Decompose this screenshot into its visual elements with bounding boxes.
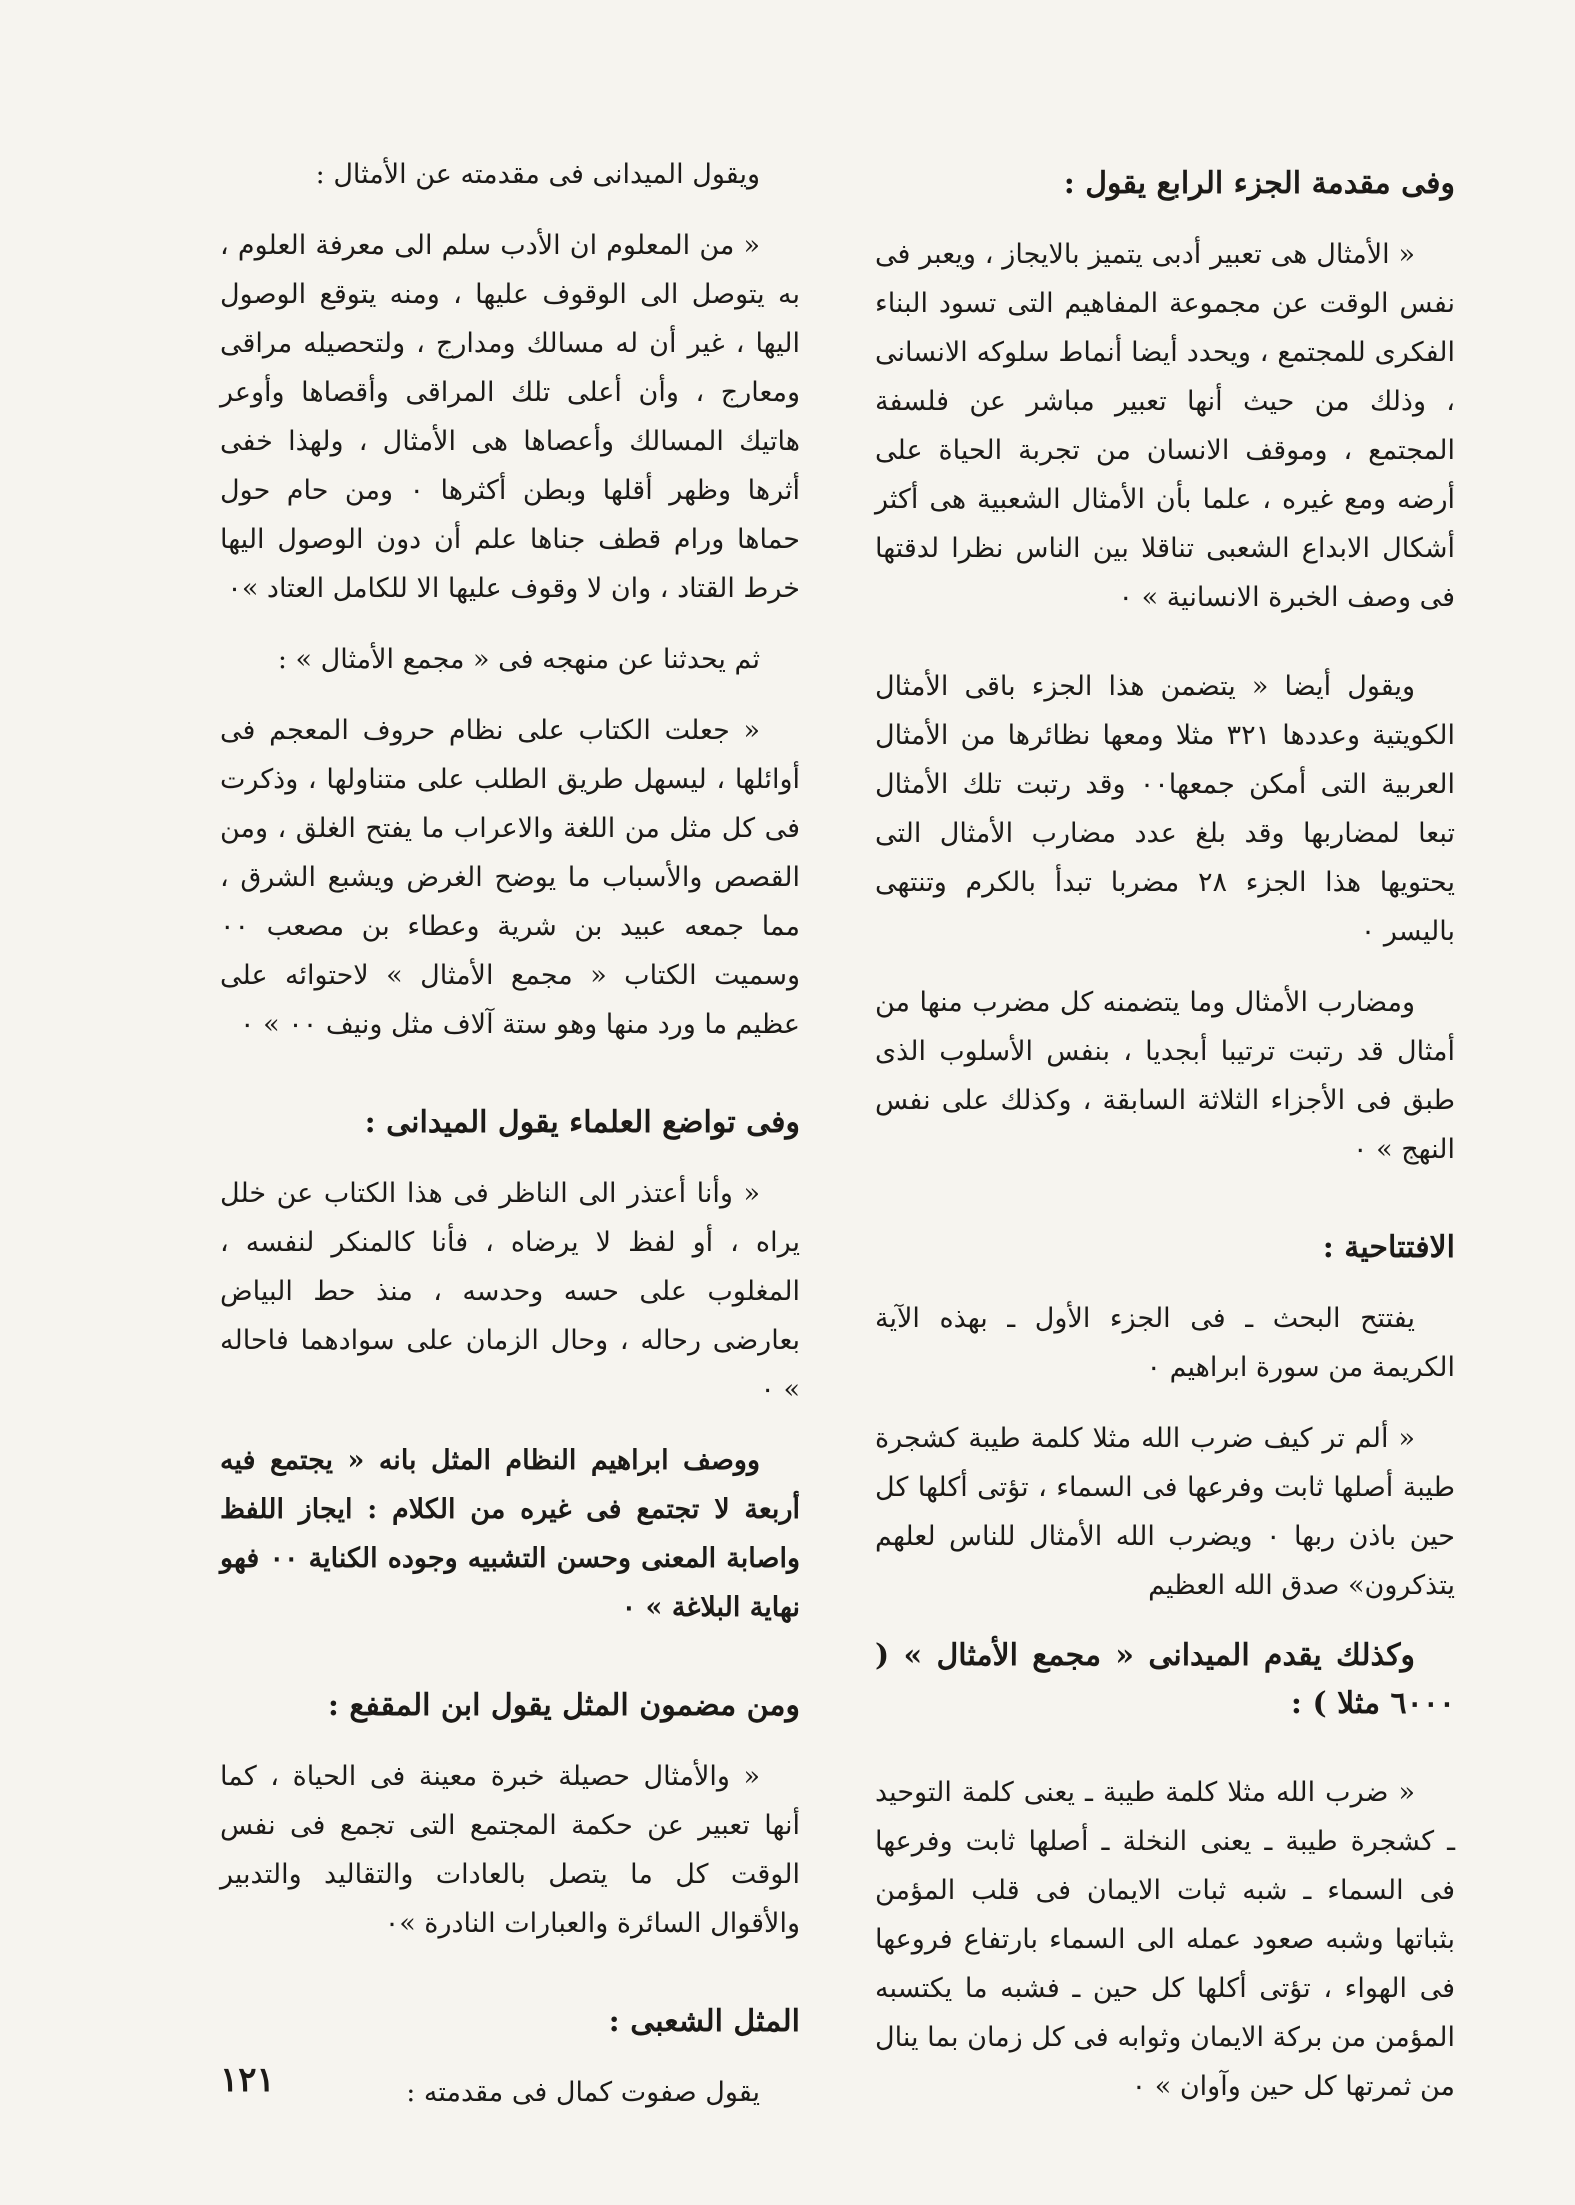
section-heading-folk-proverb: المثل الشعبى : <box>608 2004 800 2039</box>
paragraph: « ضرب الله مثلا كلمة طيبة ـ يعنى كلمة التوحيد ـ كشجرة طيبة ـ يعنى النخلة ـ أصلها ثابت وفرعها فى السماء ـ شبه ثبات الايمان فى قلب المؤمن بثباتها وشبه صعود عمله الى السماء بارتفاع فروعها فى الهواء ، تؤتى أكلها كل حين ـ فشبه ما يكتسبه المؤمن من بركة الايمان وثوابه فى كل زمان بما ينال من ثمرتها كل حين وآوان » ٠ <box>875 1777 1455 2102</box>
section-heading-maidani: وكذلك يقدم الميدانى « مجمع الأمثال » ( ٦٠٠٠ مثلا ) : <box>875 1638 1455 1721</box>
paragraph: ويقول أيضا « يتضمن هذا الجزء باقى الأمثال الكويتية وعددها ٣٢١ مثلا ومعها نظائرها من الأمثال العربية التى أمكن جمعها٠٠ وقد رتبت تلك الأمثال تبعا لمضاربها وقد بلغ عدد مضارب الأمثال التى يحتويها هذا الجزء ٢٨ مضربا تبدأ بالكرم وتنتهى باليسر ٠ <box>875 671 1456 947</box>
paragraph: ويقول الميدانى فى مقدمته عن الأمثال : <box>315 159 760 190</box>
paragraph: ثم يحدثنا عن منهجه فى « مجمع الأمثال » : <box>277 644 760 675</box>
page-number: ١٢١ <box>220 2060 275 2100</box>
paragraph: « والأمثال حصيلة خبرة معينة فى الحياة ، كما أنها تعبير عن حكمة المجتمع التى تجمع فى نفس الوقت كل ما يتصل بالعادات والتقاليد والتدبير والأقوال السائرة والعبارات النادرة »٠ <box>220 1761 800 1939</box>
paragraph: « الأمثال هى تعبير أدبى يتميز بالايجاز ، ويعبر فى نفس الوقت عن مجموعة المفاهيم التى تسود البناء الفكرى للمجتمع ، ويحدد أيضا أنماط سلوكه الانسانى ، وذلك من حيث أنها تعبير مباشر عن فلسفة المجتمع ، وموقف الانسان من تجربة الحياة على أرضه ومع غيره ، علما بأن الأمثال الشعبية هى أكثر أشكال الابداع الشعبى تناقلا بين الناس نظرا لدقتها فى وصف الخبرة الانسانية » ٠ <box>875 239 1455 613</box>
paragraph: يقول صفوت كمال فى مقدمته : <box>406 2077 760 2108</box>
section-heading-opening: الافتتاحية : <box>1322 1230 1455 1265</box>
section-heading-humility: وفى تواضع العلماء يقول الميدانى : <box>364 1105 800 1140</box>
paragraph: « ألم تر كيف ضرب الله مثلا كلمة طيبة كشجرة طيبة أصلها ثابت وفرعها فى السماء ، تؤتى أكلها كل حين باذن ربها ٠ ويضرب الله الأمثال للناس لعلهم يتذكرون» صدق الله العظيم <box>875 1423 1455 1601</box>
right-column <box>875 150 1455 2133</box>
paragraph: « وأنا أعتذر الى الناظر فى هذا الكتاب عن خلل يراه ، أو لفظ لا يرضاه ، فأنا كالمنكر لنفسه ، المغلوب على حسه وحدسه ، منذ حط البياض بعارضى رحاله ، وحال الزمان على سوادهما فاحاله » ٠ <box>220 1178 800 1405</box>
paragraph: يفتتح البحث ـ فى الجزء الأول ـ بهذه الآية الكريمة من سورة ابراهيم ٠ <box>875 1303 1455 1383</box>
section-heading-ibn-muqaffa: ومن مضمون المثل يقول ابن المقفع : <box>327 1688 800 1723</box>
left-column <box>220 150 800 2139</box>
paragraph: « من المعلوم ان الأدب سلم الى معرفة العلوم ، به يتوصل الى الوقوف عليها ، ومنه يتوقع الوصول اليها ، غير أن له مسالك ومدارج ، ولتحصيله مراقى ومعارج ، وأن أعلى تلك المراقى وأقصاها وأوعر هاتيك المسالك وأعصاها هى الأمثال ، ولهذا خفى أثرها وظهر أقلها وبطن أكثرها ٠ ومن حام حول حماها ورام قطف جناها علم أن دون الوصول اليها خرط القتاد ، وان لا وقوف عليها الا للكامل العتاد »٠ <box>220 230 800 604</box>
paragraph: ووصف ابراهيم النظام المثل بانه « يجتمع فيه أربعة لا تجتمع فى غيره من الكلام : ايجاز اللفظ واصابة المعنى وحسن التشبيه وجوده الكناية ٠٠ فهو نهاية البلاغة » ٠ <box>220 1445 800 1623</box>
paragraph: ومضارب الأمثال وما يتضمنه كل مضرب منها من أمثال قد رتبت ترتيبا أبجديا ، بنفس الأسلوب الذى طبق فى الأجزاء الثلاثة السابقة ، وكذلك على نفس النهج » ٠ <box>875 987 1455 1165</box>
section-heading-fourth-part: وفى مقدمة الجزء الرابع يقول : <box>1063 166 1455 201</box>
paragraph: « جعلت الكتاب على نظام حروف المعجم فى أوائلها ، ليسهل طريق الطلب على متناولها ، وذكرت فى كل مثل من اللغة والاعراب ما يفتح الغلق ، ومن القصص والأسباب ما يوضح الغرض ويشبع الشرق ، مما جمعه عبيد بن شرية وعطاء بن مصعب ٠٠ وسميت الكتاب « مجمع الأمثال » لاحتوائه على عظيم ما ورد منها وهو ستة آلاف مثل ونيف ٠٠ » ٠ <box>220 715 800 1040</box>
